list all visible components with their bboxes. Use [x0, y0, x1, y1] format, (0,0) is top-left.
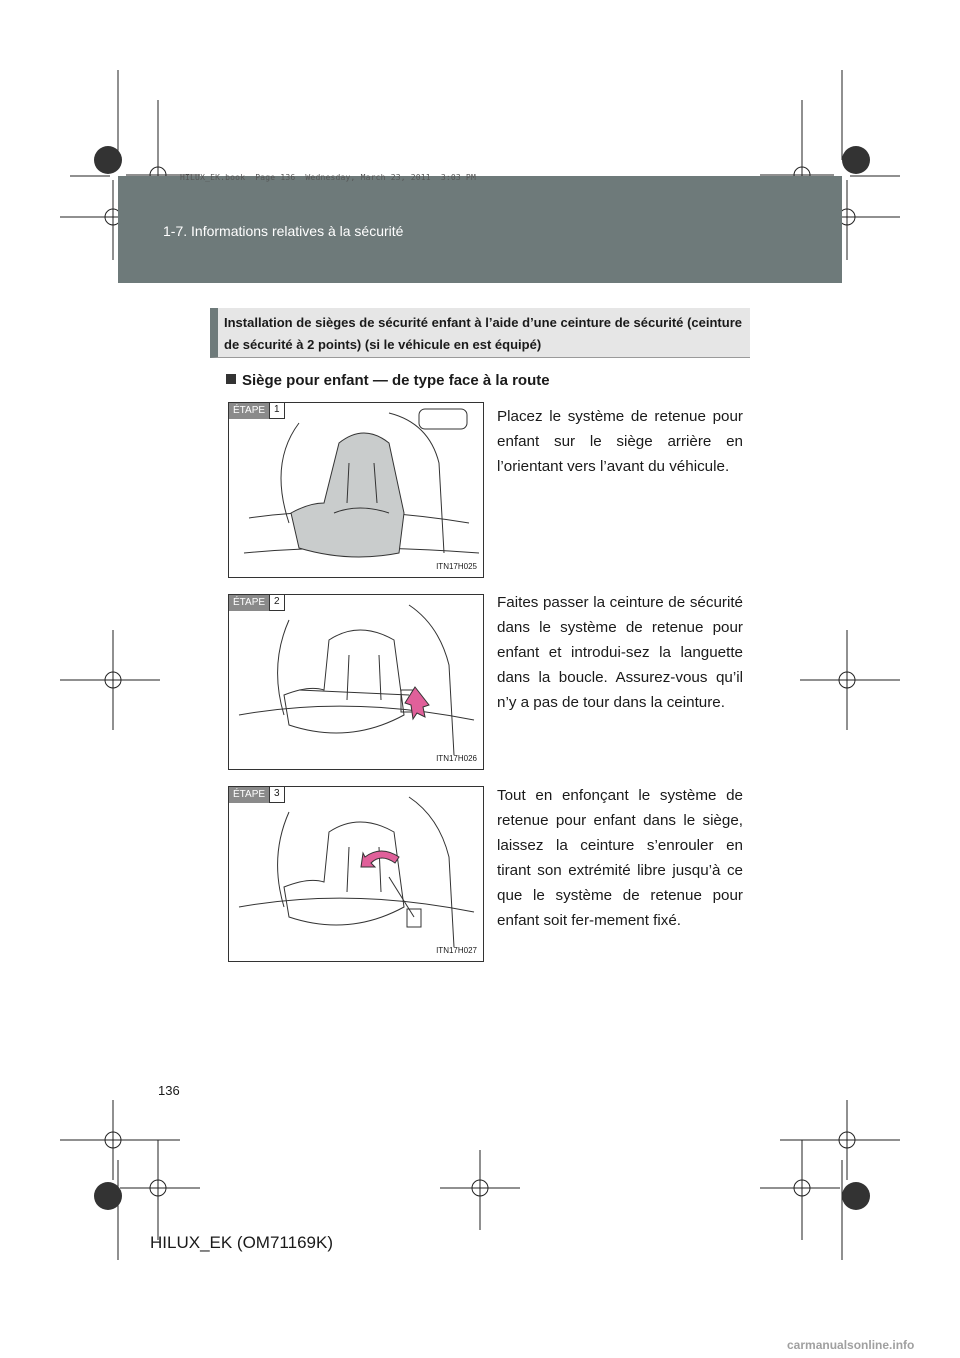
section-label: 1-7. Informations relatives à la sécurité [163, 223, 404, 239]
figure-step-3 [228, 786, 484, 962]
figure-code: ITN17H025 [436, 562, 477, 571]
page-number: 136 [158, 1083, 180, 1098]
step-2-text: Faites passer la ceinture de sécurité dans le système de retenue pour enfant et introdui-sez la languette dans la boucle. Assurez-vous qu’il n’y a pas de tour dans la ceinture. [497, 594, 743, 711]
child-seat-illustration [229, 403, 484, 578]
step-tag-2: ÉTAPE 2 [229, 595, 285, 611]
section-title-box [210, 308, 750, 358]
subheading [226, 372, 550, 389]
watermark: carmanualsonline.info [787, 1338, 915, 1352]
figure-step-1 [228, 402, 484, 578]
figure-code: ITN17H026 [436, 754, 477, 763]
step-1-text: Placez le système de retenue pour enfant sur le siège arrière en l’orientant vers l’avant du véhicule. [497, 408, 743, 475]
belt-routing-illustration [229, 595, 484, 770]
step-3-text: Tout en enfonçant le système de retenue pour enfant dans le siège, laissez la ceinture s’enrouler en tirant son extrémité libre jusqu’à ce que le système de retenue pour enfant soit fer-mement fixé. [497, 787, 743, 929]
belt-tightening-illustration [229, 787, 484, 962]
figure-step-2 [228, 594, 484, 770]
figure-code: ITN17H027 [436, 946, 477, 955]
square-bullet-icon [226, 374, 236, 384]
step-tag-3: ÉTAPE 3 [229, 787, 285, 803]
arrow-down-icon [405, 687, 429, 719]
step-tag-1: ÉTAPE 1 [229, 403, 285, 419]
model-code: HILUX_EK (OM71169K) [150, 1233, 333, 1252]
book-info: HILUX_EK.book Page 136 Wednesday, March 23, 2011 3:03 PM [180, 173, 476, 182]
section-title: Installation de sièges de sécurité enfant à l’aide d’une ceinture de sécurité (ceinture de sécurité à 2 points) (si le véhicule en est équipé) [224, 315, 742, 352]
subheading-text: Siège pour enfant — de type face à la route [242, 372, 550, 389]
